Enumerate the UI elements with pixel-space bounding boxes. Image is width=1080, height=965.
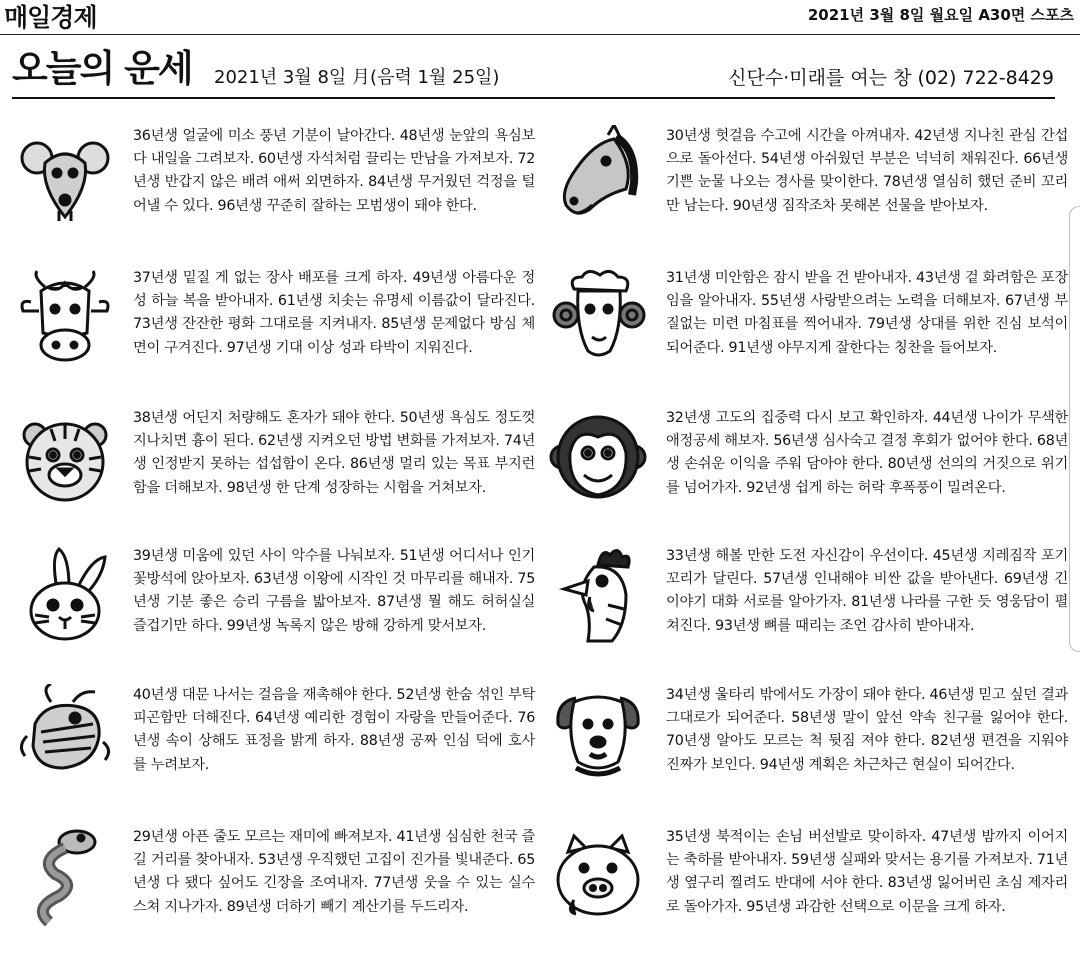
top-rule: [0, 34, 1080, 35]
rooster-icon: [548, 545, 648, 645]
horse-icon: [548, 125, 648, 225]
ox-icon: [15, 267, 115, 367]
sheep-icon: [548, 267, 648, 367]
fortune-text-dog: 34년생 울타리 밖에서도 가장이 돼야 한다. 46년생 믿고 싶던 결과 그대로가 되어준다. 58년생 말이 앞선 약속 친구를 잃어야 한다. 70년생 알아도 모르는 척 뒷짐 져야 한다. 82년생 편견을 지워야 진짜가 보인다. 94년생 계획은 차근차근 현실이 되어간다.: [666, 687, 1068, 773]
fortune-text-snake: 29년생 아픈 줄도 모르는 재미에 빠져보자. 41년생 심심한 천국 즐길 거리를 찾아내자. 53년생 우직했던 고집이 진가를 빛내준다. 65년생 다 됐다 싶어도 긴장을 조여내자. 77년생 웃을 수 있는 실수 스쳐 지나가자. 89년생 더하기 빼기 계산기를 두드리자.: [133, 829, 535, 915]
source-credit: 신단수·미래를 여는 창 (02) 722-8429: [728, 67, 1054, 89]
fortune-text-rooster: 33년생 해볼 만한 도전 자신감이 우선이다. 45년생 지레짐작 포기 꼬리가 달린다. 57년생 인내해야 비싼 값을 받아낸다. 69년생 긴 이야기 대화 서로를 알아가자. 81년생 나라를 구한 듯 영웅담이 펼쳐진다. 93년생 뼈를 때리는 조언 감사히 받아내자.: [666, 548, 1068, 634]
fortune-text-ox: 37년생 밑질 게 없는 장사 배포를 크게 하자. 49년생 아름다운 정성 하늘 복을 받아내자. 61년생 치솟는 유명세 이름값이 달라진다. 73년생 잔잔한 평화 그대로를 지켜내자. 85년생 문제없다 방심 체면이 구겨진다. 97년생 기대 이상 성과 타박이 지워진다.: [133, 270, 535, 356]
pig-icon: [548, 826, 648, 926]
fortune-text-rabbit: 39년생 미움에 있던 사이 악수를 나눠보자. 51년생 어디서나 인기 꽃방석에 앉아보자. 63년생 이왕에 시작인 것 마무리를 해내자. 75년생 기분 좋은 승리 구름을 밟아보자. 87년생 뭘 해도 허허실실 즐겁기만 하다. 99년생 녹록지 않은 방해 강하게 맞서보자.: [133, 548, 535, 634]
dog-icon: [548, 684, 648, 784]
fortune-text-monkey: 32년생 고도의 집중력 다시 보고 확인하자. 44년생 나이가 무색한 애정공세 해보자. 56년생 심사숙고 결정 후회가 없어야 한다. 68년생 손쉬운 이익을 주워 담아야 한다. 80년생 선의의 거짓으로 위기를 넘어가자. 92년생 쉽게 하는 허락 후폭풍이 밀려온다.: [666, 410, 1068, 496]
edition-line: 2021년 3월 8일 월요일 A30면 스포츠: [807, 6, 1074, 24]
title-rule: [12, 97, 1055, 99]
fortune-text-rat: 36년생 얼굴에 미소 풍년 기분이 날아간다. 48년생 눈앞의 욕심보다 내일을 그려보자. 60년생 자석처럼 끌리는 만남을 가져보자. 72년생 반갑지 않은 배려 애써 외면하자. 84년생 무거웠던 걱정을 털어낼 수 있다. 96년생 꾸준히 잘하는 모범생이 돼야 한다.: [133, 128, 535, 214]
dragon-icon: [15, 684, 115, 784]
fortune-text-tiger: 38년생 어딘지 처량해도 혼자가 돼야 한다. 50년생 욕심도 정도껏 지나치면 흉이 된다. 62년생 지켜오던 방법 변화를 가져보자. 74년생 인정받지 못하는 섭섭함이 온다. 86년생 멀리 있는 목표 부지런함을 더해보자. 98년생 한 단계 성장하는 시험을 거쳐보자.: [133, 410, 535, 496]
fortune-text-horse: 30년생 헛걸음 수고에 시간을 아껴내자. 42년생 지나친 관심 간섭으로 돌아선다. 54년생 아쉬웠던 부분은 넉넉히 채워진다. 66년생 기쁜 눈물 나오는 경사를 맞이한다. 78년생 열심히 했던 준비 꼬리만 남는다. 90년생 짐작조차 못해본 선물을 받아보자.: [666, 128, 1068, 214]
rat-icon: [15, 125, 115, 225]
side-scroll-tab[interactable]: [1069, 206, 1080, 652]
snake-icon: [15, 826, 115, 926]
tiger-icon: [15, 407, 115, 507]
rabbit-icon: [15, 545, 115, 645]
fortune-text-sheep: 31년생 미안함은 잠시 받을 건 받아내자. 43년생 겉 화려함은 포장임을 알아내자. 55년생 사랑받으려는 노력을 더해보자. 67년생 부질없는 미련 마침표를 찍어내자. 79년생 상대를 위한 진심 보석이 되어준다. 91년생 야무지게 잘한다는 칭찬을 들어보자.: [666, 270, 1068, 356]
page-title: 오늘의 운세: [12, 47, 192, 90]
masthead: [0, 0, 1080, 40]
monkey-icon: [548, 407, 648, 507]
publication-date: 2021년 3월 8일 月(음력 1월 25일): [214, 67, 500, 88]
fortune-text-pig: 35년생 북적이는 손님 버선발로 맞이하자. 47년생 밤까지 이어지는 축하를 받아내자. 59년생 실패와 맞서는 용기를 가져보자. 71년생 옆구리 찔려도 반대에 서야 한다. 83년생 잃어버린 초심 제자리로 돌아가자. 95년생 과감한 선택으로 이문을 크게 하자.: [666, 829, 1068, 915]
newspaper-brand: 매일경제: [4, 3, 97, 32]
fortune-text-dragon: 40년생 대문 나서는 걸음을 재촉해야 한다. 52년생 한숨 섞인 부탁 피곤함만 더해진다. 64년생 예리한 경험이 자랑을 만들어준다. 76년생 속이 상해도 표정을 밝게 하자. 88년생 공짜 인심 덕에 호사를 누려보자.: [133, 687, 535, 773]
